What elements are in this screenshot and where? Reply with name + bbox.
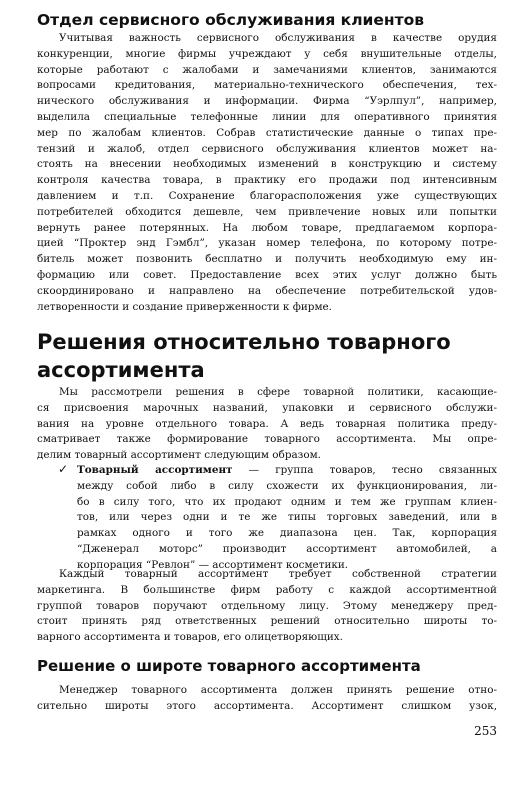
text-line: “Дженерал моторс” производит ассортимент автомобилей, а	[77, 542, 497, 555]
section-heading-assortment-decisions: Решения относительно товарного ассортимента	[37, 330, 451, 382]
text-line: Учитывая важность сервисного обслуживания в качестве орудия	[59, 32, 497, 44]
text-line: сматривает также формирование товарного ассортимента. Мы опре-	[37, 433, 497, 446]
text-line: тензий и жалоб, отдел сервисного обслуживания клиентов может на-	[37, 142, 497, 155]
section-heading-assortment-width: Решение о широте товарного ассортимента	[37, 657, 421, 675]
text-line: маркетинга. В большинстве фирм работу с каждой ассортиментной	[37, 583, 497, 596]
text-line: вания на уровне отдельного товара. А ведь товарная политика преду-	[37, 417, 497, 430]
text-line: вернуть ранее потерянных. На любом товаре, предлагаемом корпора-	[37, 221, 497, 234]
section-heading-customer-service: Отдел сервисного обслуживания клиентов	[37, 11, 425, 29]
text-line: Менеджер товарного ассортимента должен принять решение отно-	[59, 684, 497, 696]
text-line: контроля качества товара, в практику его продажи под интенсивным	[37, 174, 497, 187]
paragraph-assortment-intro	[37, 385, 497, 464]
text-line: летворенности и создание приверженности к фирме.	[37, 300, 332, 313]
text-line: стоять на внесении необходимых изменений в конструкцию и систему	[37, 158, 497, 171]
text-line: скоординировано и направлено на обеспечение потребительской удов-	[37, 284, 497, 297]
text-line: рамках одного и того же диапазона цен. Так, корпорация	[77, 527, 497, 540]
page-number: 253	[474, 724, 497, 738]
text-line: между собой либо в силу схожести их функционирования, ли-	[77, 479, 497, 492]
text-line: тов, или через одни и те же типы торговых заведений, или в	[77, 511, 497, 524]
text-line: которые работают с жалобами и замечаниями клиентов, занимаются	[37, 63, 497, 76]
definition-term: Товарный ассортимент	[77, 464, 233, 476]
text-line: ся присвоения марочных названий, упаковки и сервисного обслужи-	[37, 401, 497, 414]
text-line	[77, 463, 497, 479]
paragraph-customer-service	[37, 31, 497, 315]
text-line: варного ассортимента и товаров, его олицетворяющих.	[37, 631, 343, 644]
text-line: Мы рассмотрели решения в сфере товарной политики, касающие-	[59, 386, 497, 398]
text-line: выделила специальные телефонные линии для оперативного принятия	[37, 110, 497, 123]
text-line: конкуренции, многие фирмы учреждают у себя внушительные отделы,	[37, 47, 497, 60]
text-line: мер по жалобам клиентов. Собрав статистические данные о типах пре-	[37, 126, 497, 139]
paragraph-assortment-width	[37, 683, 497, 715]
text-line: бо в силу того, что их продают одним и тем же группам клиен-	[77, 495, 497, 508]
text-line: давлением и т.п. Сохранение благорасположения уже существующих	[37, 189, 497, 202]
checkmark-icon: ✓	[58, 462, 69, 476]
text-line: нического обслуживания и информации. Фирма “Уэрлпул”, например,	[37, 95, 497, 108]
text-line: потребителей обходится дешевле, чем привлечение новых или попытки	[37, 205, 497, 218]
text-line: стоит принять ряд ответственных решений относительно широты то-	[37, 615, 497, 628]
text-line: делим товарный ассортимент следующим образом.	[37, 449, 321, 462]
definition-block	[77, 463, 497, 574]
text-line: Каждый товарный ассортимент требует собственной стратегии	[59, 568, 497, 580]
definition-text: — группа товаров, тесно связанных	[232, 464, 497, 476]
text-line: цией “Проктер энд Гэмбл”, указан номер телефона, по которому потре-	[37, 237, 497, 250]
paragraph-assortment-strategy	[37, 567, 497, 646]
text-line: формацию или совет. Предоставление всех этих услуг должно быть	[37, 268, 497, 281]
text-line: вопросами кредитования, материально-технического обеспечения, тех-	[37, 79, 497, 92]
text-line: корпорация “Ревлон” — ассортимент косметики.	[77, 558, 349, 571]
text-line: группой товаров поручают отдельному лицу. Этому менеджеру пред-	[37, 599, 497, 612]
text-line: сительно широты этого ассортимента. Ассортимент слишком узок,	[37, 699, 497, 712]
text-line: битель может позвонить бесплатно и получить необходимую ему ин-	[37, 253, 497, 266]
